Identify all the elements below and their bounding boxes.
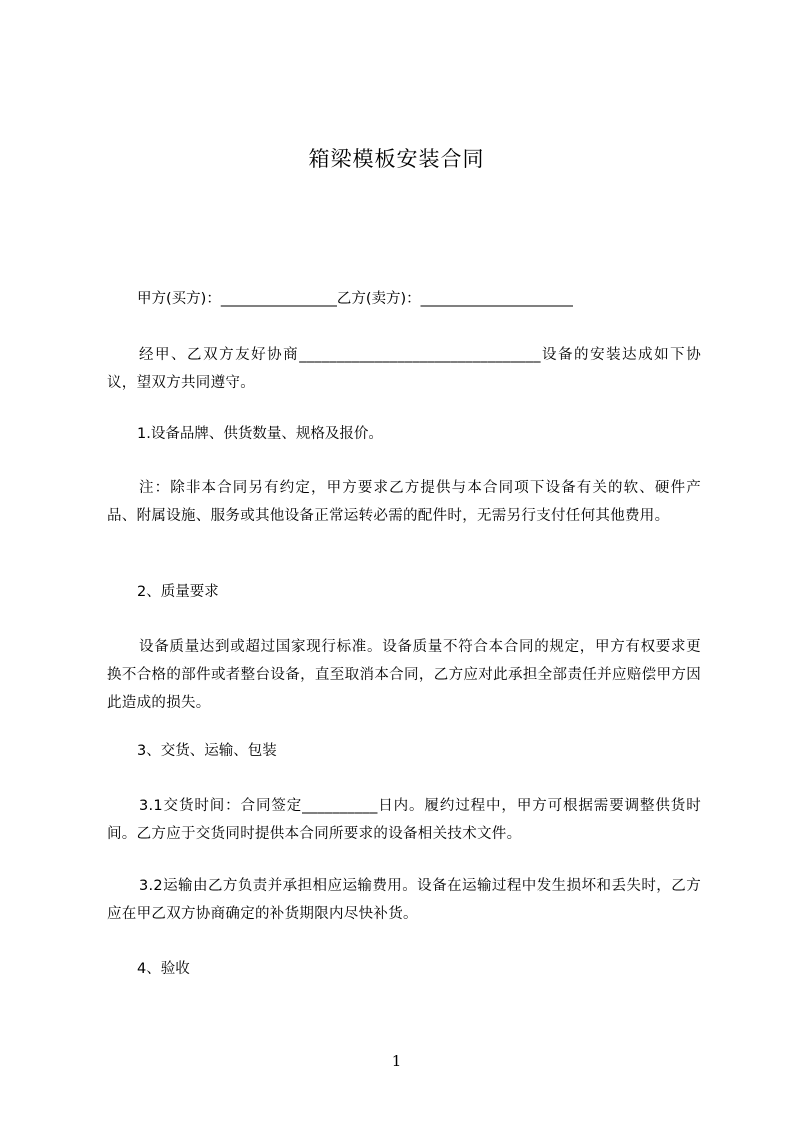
document-title: 箱梁模板安装合同	[308, 147, 485, 171]
intro-paragraph: 经甲、乙双方友好协商________________________________设备的安装达成如下协议，望双方共同遵守。	[107, 347, 701, 391]
note-paragraph: 注：除非本合同另有约定，甲方要求乙方提供与本合同项下设备有关的软、硬件产品、附属设施、服务或其他设备正常运转必需的配件时，无需另行支付任何其他费用。	[107, 480, 701, 524]
section-1-heading: 1.设备品牌、供货数量、规格及报价。	[137, 426, 383, 442]
clause-3-2-paragraph: 3.2运输由乙方负责并承担相应运输费用。设备在运输过程中发生损坏和丢失时，乙方应在甲乙双方协商确定的补货期限内尽快补货。	[107, 878, 701, 922]
section-4-heading: 4、验收	[137, 961, 190, 977]
parties-line: 甲方(买方)：________________乙方(卖方)：_____________________	[137, 291, 573, 307]
section-3-heading: 3、交货、运输、包装	[137, 743, 277, 759]
clause-3-1-paragraph: 3.1交货时间：合同签定__________日内。履约过程中，甲方可根据需要调整供货时间。乙方应于交货同时提供本合同所要求的设备相关技术文件。	[107, 798, 701, 842]
quality-paragraph: 设备质量达到或超过国家现行标准。设备质量不符合本合同的规定，甲方有权要求更换不合格的部件或者整台设备，直至取消本合同，乙方应对此承担全部责任并应赔偿甲方因此造成的损失。	[107, 639, 701, 711]
section-2-heading: 2、质量要求	[137, 584, 219, 600]
page-number: 1	[391, 1052, 402, 1070]
